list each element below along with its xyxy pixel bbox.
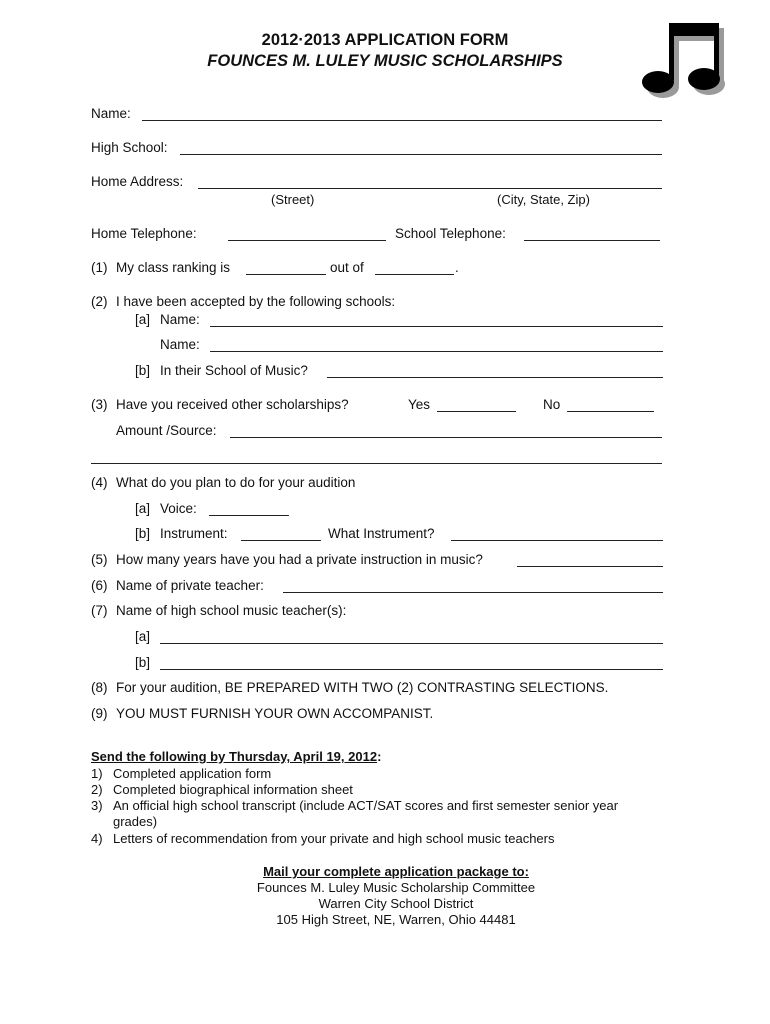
q7-text: Name of high school music teacher(s): [116, 603, 347, 618]
q3-no-label: No [543, 397, 561, 412]
q9-number: (9) [91, 706, 108, 721]
q2-a-name-label: Name: [160, 312, 200, 327]
instrument-field[interactable] [241, 540, 321, 541]
scholarship-yes-field[interactable] [437, 411, 516, 412]
q6-text: Name of private teacher: [116, 578, 264, 593]
q1-out-of: out of [330, 260, 364, 275]
years-instruction-field[interactable] [517, 566, 663, 567]
q2-text: I have been accepted by the following schools: [116, 294, 396, 309]
q7-number: (7) [91, 603, 108, 618]
q4-instrument-label: Instrument: [160, 526, 228, 541]
q3-number: (3) [91, 397, 108, 412]
high-school-label: High School: [91, 140, 168, 155]
home-telephone-field[interactable] [228, 240, 386, 241]
voice-field[interactable] [209, 515, 289, 516]
accepted-school-1-field[interactable] [210, 326, 663, 327]
send-item-text: grades) [113, 814, 158, 829]
music-note-icon [636, 20, 728, 102]
school-telephone-field[interactable] [524, 240, 660, 241]
name-field[interactable] [142, 120, 662, 121]
q7-a-label: [a] [135, 629, 151, 644]
mail-heading [0, 864, 770, 879]
q2-b-label: [b] [135, 363, 151, 378]
amount-source-continuation-field[interactable] [91, 463, 662, 464]
home-address-label: Home Address: [91, 174, 184, 189]
city-state-zip-caption: (City, State, Zip) [497, 192, 590, 207]
q1-number: (1) [91, 260, 108, 275]
music-teacher-1-field[interactable] [160, 643, 663, 644]
q8-text: For your audition, BE PREPARED WITH TWO (2) CONTRASTING SELECTIONS. [116, 680, 609, 695]
street-caption: (Street) [271, 192, 315, 207]
q6-number: (6) [91, 578, 108, 593]
mail-heading-text: Mail your complete application package to: [263, 864, 529, 879]
mail-line-1: Founces M. Luley Music Scholarship Committee [256, 880, 536, 895]
name-label: Name: [91, 106, 131, 121]
send-item-text: Completed application form [113, 766, 272, 781]
q4-voice-label: Voice: [160, 501, 197, 516]
form-subtitle: FOUNCES M. LULEY MUSIC SCHOLARSHIPS [207, 52, 563, 70]
send-heading-colon: : [377, 749, 382, 764]
q3-yes-label: Yes [408, 397, 431, 412]
q2-a-label: [a] [135, 312, 151, 327]
music-teacher-2-field[interactable] [160, 669, 663, 670]
mail-line-2: Warren City School District [318, 896, 474, 911]
send-item-text: An official high school transcript (include ACT/SAT scores and first semester senior year [113, 798, 619, 813]
q8-number: (8) [91, 680, 108, 695]
q9-text: YOU MUST FURNISH YOUR OWN ACCOMPANIST. [116, 706, 434, 721]
q5-number: (5) [91, 552, 108, 567]
class-rank-field[interactable] [246, 274, 326, 275]
q1-period: . [455, 260, 459, 275]
q7-b-label: [b] [135, 655, 151, 670]
q2-b-text: In their School of Music? [160, 363, 308, 378]
send-item-text: Completed biographical information sheet [113, 782, 353, 797]
school-telephone-label: School Telephone: [395, 226, 506, 241]
send-item-number: 3) [91, 798, 103, 813]
q3-amount-label: Amount /Source: [116, 423, 217, 438]
private-teacher-field[interactable] [283, 592, 663, 593]
q4-what-instrument-label: What Instrument? [328, 526, 435, 541]
amount-source-field[interactable] [230, 437, 662, 438]
q2-name2-label: Name: [160, 337, 200, 352]
form-title: 2012·2013 APPLICATION FORM [261, 31, 509, 49]
home-telephone-label: Home Telephone: [91, 226, 197, 241]
q5-text: How many years have you had a private instruction in music? [116, 552, 483, 567]
q4-a-label: [a] [135, 501, 151, 516]
send-heading-text: Send the following by Thursday, April 19, 2012 [91, 749, 378, 764]
home-address-field[interactable] [198, 188, 662, 189]
q1-text: My class ranking is [116, 260, 231, 275]
class-size-field[interactable] [375, 274, 454, 275]
q4-b-label: [b] [135, 526, 151, 541]
mail-line-3: 105 High Street, NE, Warren, Ohio 44481 [276, 912, 516, 927]
school-of-music-field[interactable] [327, 377, 663, 378]
q4-number: (4) [91, 475, 108, 490]
q3-text: Have you received other scholarships? [116, 397, 349, 412]
send-heading [91, 749, 381, 765]
accepted-school-2-field[interactable] [210, 351, 663, 352]
q2-number: (2) [91, 294, 108, 309]
send-item-text: Letters of recommendation from your private and high school music teachers [113, 831, 555, 846]
send-item-number: 4) [91, 831, 103, 846]
what-instrument-field[interactable] [451, 540, 663, 541]
high-school-field[interactable] [180, 154, 662, 155]
send-item-number: 2) [91, 782, 103, 797]
send-item-number: 1) [91, 766, 103, 781]
q4-text: What do you plan to do for your audition [116, 475, 356, 490]
scholarship-no-field[interactable] [567, 411, 654, 412]
